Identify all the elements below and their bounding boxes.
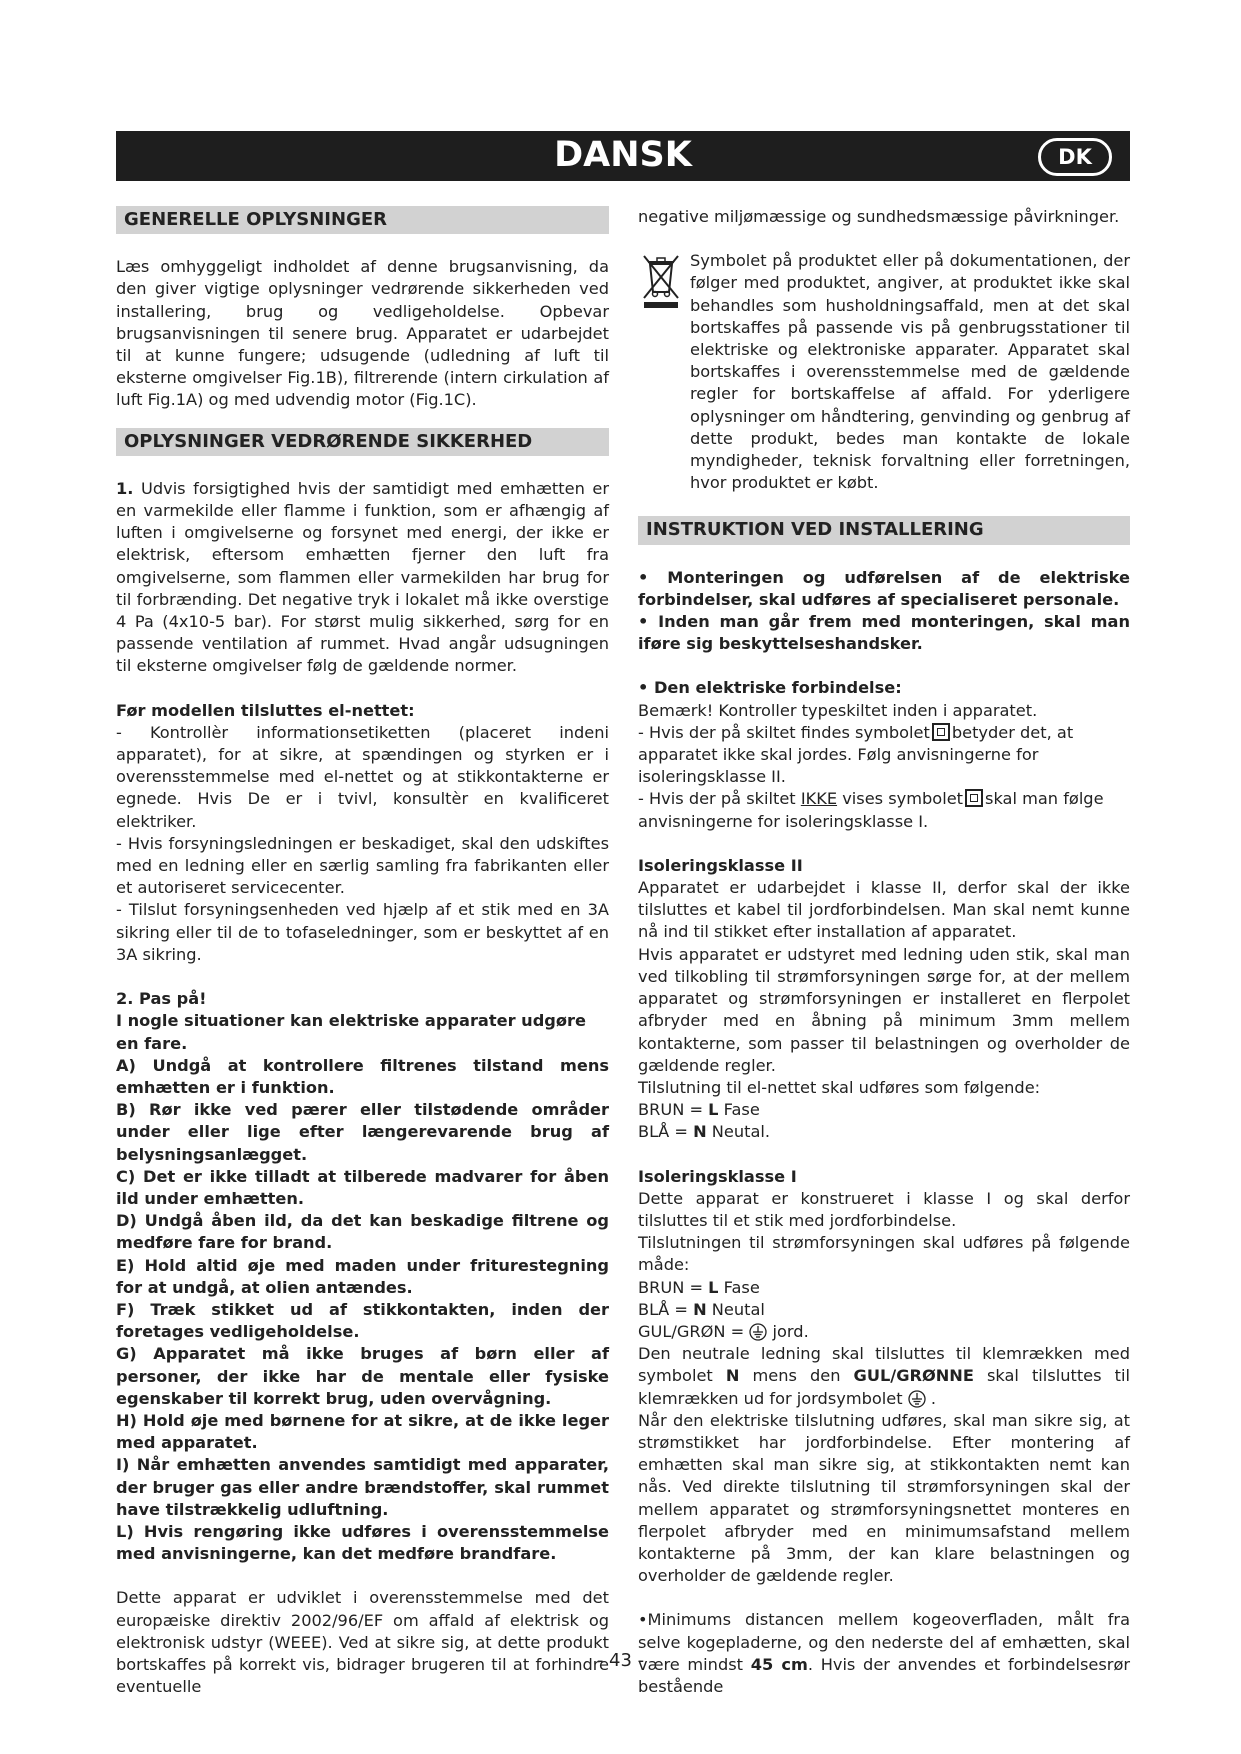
electrical-text: - Hvis der på skiltet [638, 789, 796, 809]
warning-title: 2. Pas på! [116, 989, 207, 1009]
double-insulation-icon [965, 789, 983, 807]
wire-code: N [693, 1122, 707, 1142]
earth-icon [749, 1323, 767, 1341]
wire-desc: Neutal [706, 1299, 765, 1319]
wire-brown [638, 1277, 1130, 1299]
banner-title: DANSK [554, 135, 692, 175]
warning-item: A) Undgå at kontrollere filtrenes tilstand mens emhætten er i funktion. [116, 1055, 609, 1097]
neutral-text: . [925, 1388, 937, 1408]
class2-title: Isoleringsklasse II [638, 855, 803, 875]
heading-safety-info: OPLYSNINGER VEDRØRENDE SIKKERHED [116, 428, 609, 456]
electrical-text: vises symbolet [842, 789, 964, 809]
electrical-text: skal man følge anvisningerne for isoleringsklasse I. [638, 789, 1104, 831]
page-number: - 43 - [596, 1650, 645, 1671]
double-insulation-icon [932, 723, 950, 741]
wire-code: L [708, 1100, 719, 1120]
wire-label: BLÅ = [638, 1122, 694, 1142]
before-connect-item: - Tilslut forsyningsenheden ved hjælp af et stik med en 3A sikring eller til de to tofaseledninger, som er beskyttet af en 3A sikring. [116, 900, 609, 964]
warning-item: F) Træk stikket ud af stikkontakten, inden der foretages vedligeholdelse. [116, 1299, 609, 1342]
neutral-text: mens den [739, 1366, 854, 1386]
left-column [116, 206, 609, 1698]
warning-item: I) Når emhætten anvendes samtidigt med apparater, der bruger gas eller andre brændstoffer, skal rummet have tilstrækkelig udluftning. [116, 1455, 609, 1519]
wire-label: BRUN = [638, 1277, 709, 1297]
electrical-class1-line [638, 788, 1130, 832]
install-bullet: • Monteringen og udførelsen af de elektriske forbindelser, skal udføres af specialiseret personale. [638, 567, 1130, 609]
class1-paragraph: Dette apparat er konstrueret i klasse I og skal derfor tilsluttes til et stik med jordforbindelse. [638, 1188, 1130, 1230]
min-distance-text: •Minimums distancen mellem kogeoverfladen, målt fra selve kogepladerne, og den nederste del af emhætten, skal være mindst [638, 1610, 1130, 1674]
earth-icon [908, 1390, 926, 1408]
wire-blue [638, 1299, 1130, 1321]
warning-item: H) Hold øje med børnene for at sikre, at de ikke leger med apparatet. [116, 1410, 609, 1453]
wire-label: BLÅ = [638, 1299, 694, 1319]
warning-intro: I nogle situationer kan elektriske apparater udgøre en fare. [116, 1011, 586, 1053]
neutral-symbol: N [725, 1366, 740, 1386]
heading-general-info: GENERELLE OPLYSNINGER [116, 206, 609, 234]
before-connect-item: - Kontrollèr informationsetiketten (placeret indeni apparatet), for at sikre, at spændingen og styrken er i overensstemmelse med el-nettet og at stikkontakterne er egnede. Hvis De er i tvivl, konsultèr en kvalificeret elektriker. [116, 722, 609, 831]
before-connect-item: - Hvis forsyningsledningen er beskadiget, skal den udskiftes med en ledning eller en særlig samling fra fabrikanten eller et autoriseret servicecenter. [116, 833, 609, 898]
general-info-paragraph: Læs omhyggeligt indholdet af denne brugsanvisning, da den giver vigtige oplysninger vedrørende sikkerheden ved installering, brug og vedligeholdelse. Opbevar brugsanvisningen til senere brug. Apparatet er udarbejdet til at kunne fungere; udsugende (udledning af luft til eksterne omgivelser Fig.1B), filtrerende (intern cirkulation af luft Fig.1A) og med udvendig motor (Fig.1C). [116, 257, 609, 410]
warning-item: G) Apparatet må ikke bruges af børn eller af personer, der ikke har de mentale eller fysiske egenskaber til korrekt brug, uden overvågning. [116, 1344, 609, 1408]
wire-desc: Fase [718, 1100, 760, 1120]
safety-number: 1. [116, 478, 134, 498]
wire-code: L [708, 1277, 719, 1297]
weee-symbol-paragraph: Symbolet på produktet eller på dokumentationen, der følger med produktet, angiver, at produktet ikke skal behandles som husholdningsaffald, men at det skal bortskaffes på passende vis på genbrugsstationer til elektriske og elektroniske apparater. Apparatet skal bortskaffes i overensstemmelse med de gældende regler for bortskaffelse af affald. For yderligere oplysninger om håndtering, genvinding og genbrug af dette produkt, bedes man kontakte de lokale myndigheder, teknisk forvaltning eller forretningen, hvor produktet er købt. [690, 251, 1130, 493]
wire-brown [638, 1099, 1130, 1121]
before-connect-title: Før modellen tilsluttes el-nettet: [116, 700, 415, 720]
crossed-bin-icon [638, 250, 684, 310]
neutral-text: skal tilsluttes til klemrækken ud for jordsymbolet [638, 1366, 1130, 1408]
weee-block [638, 250, 1130, 494]
wire-label: GUL/GRØN = [638, 1321, 750, 1341]
ikke-underline: IKKE [800, 789, 838, 809]
wire-label: BRUN = [638, 1100, 709, 1120]
warning-item: D) Undgå åben ild, da det kan beskadige filtrene og medføre fare for brand. [116, 1211, 609, 1253]
electrical-title: • Den elektriske forbindelse: [638, 678, 902, 698]
class2-paragraph: Apparatet er udarbejdet i klasse II, derfor skal der ikke tilsluttes et kabel til jordforbindelsen. Man skal nemt kunne nå ind til stikket efter installation af apparatet. [638, 878, 1130, 942]
min-distance-value: 45 cm [750, 1654, 808, 1674]
wire-desc: Neutal. [706, 1122, 771, 1142]
wire-yellow-green [638, 1321, 1130, 1343]
class2-paragraph: Hvis apparatet er udstyret med ledning uden stik, skal man ved tilkobling til strømforsyningen sørge for, at der mellem apparatet og strømforsyningen er installeret en flerpolet afbryder med en åbning på minimum 3mm mellem kontakterne, som passer til belastningen og overholder de gældende regler. [638, 944, 1130, 1075]
continued-text: negative miljømæssige og sundhedsmæssige påvirkninger. [638, 207, 1120, 226]
class2-paragraph: Tilslutning til el-nettet skal udføres som følgende: [638, 1077, 1041, 1097]
install-bullet: • Inden man går frem med monteringen, skal man iføre sig beskyttelseshandsker. [638, 612, 1130, 654]
country-badge: DK [1038, 138, 1112, 176]
language-banner [116, 131, 1130, 181]
weee-paragraph: Dette apparat er udviklet i overensstemmelse med det europæiske direktiv 2002/96/EF om affald af elektrisk og elektronisk udstyr (WEEE). Ved at sikre sig, at dette produkt bortskaffes på korrekt vis, bidrager brugeren til at forhindre eventuelle [116, 1588, 609, 1697]
wire-code: N [693, 1299, 707, 1319]
warning-item: C) Det er ikke tilladt at tilberede madvarer for åben ild under emhætten. [116, 1166, 609, 1208]
warning-item: L) Hvis rengøring ikke udføres i overensstemmelse med anvisningerne, kan det medføre brandfare. [116, 1521, 609, 1564]
class1-paragraph: Tilslutningen til strømforsyningen skal udføres på følgende måde: [638, 1233, 1130, 1275]
wire-desc: jord. [767, 1321, 809, 1341]
safety-text: Udvis forsigtighed hvis der samtidigt med emhætten er en varmekilde eller flamme i funktion, som er afhængig af luften i omgivelserne og forsynet med energi, der ikke er elektrisk, eftersom emhætten fjerner den luft fra omgivelserne, som flammen eller varmekilden har brug for til forbrænding. Det negative tryk i lokalet må ikke overstige 4 Pa (4x10-5 bar). For størst mulig sikkerhed, sørg for en passende ventilation af rummet. Hvad angår udsugningen til eksterne omgivelser følg de gældende normer. [116, 478, 609, 676]
safety-paragraph-1 [116, 478, 609, 678]
warning-item: B) Rør ikke ved pærer eller tilstødende områder under eller lige efter længerevarende brug af belysningsanlægget. [116, 1100, 609, 1164]
right-column [638, 206, 1130, 1698]
heading-installation: INSTRUKTION VED INSTALLERING [638, 516, 1130, 544]
wire-blue [638, 1121, 1130, 1143]
electrical-class2-line [638, 722, 1130, 789]
electrical-text: betyder det, at apparatet ikke skal jordes. Følg anvisningerne for isoleringsklasse II. [638, 722, 1074, 787]
neutral-text: Den neutrale ledning skal tilsluttes til klemrækken med symbolet [638, 1344, 1130, 1386]
connection-paragraph: Når den elektriske tilslutning udføres, skal man sikre sig, at strømstikket har jordforbindelse. Efter montering af emhætten skal man sikre sig, at stikkontakten nemt kan nås. Ved direkte tilslutning til strømforsyningen skal der mellem apparatet og strømforsyningsnettet monteres en flerpolet afbryder med en minimumsafstand mellem kontakterne på 3mm, der kan klare belastningen og overholder de gældende regler. [638, 1410, 1130, 1586]
wire-desc: Fase [718, 1277, 760, 1297]
electrical-text: - Hvis der på skiltet findes symbolet [638, 722, 930, 742]
neutral-paragraph [638, 1343, 1130, 1410]
electrical-note: Bemærk! Kontroller typeskiltet inden i apparatet. [638, 700, 1038, 720]
warning-item: E) Hold altid øje med maden under friturestegning for at undgå, at olien antændes. [116, 1255, 609, 1297]
class1-title: Isoleringsklasse I [638, 1166, 797, 1186]
neutral-yellow-green: GUL/GRØNNE [853, 1366, 974, 1386]
min-distance-text: . Hvis der anvendes et forbindelsesrør bestående [638, 1654, 1131, 1696]
